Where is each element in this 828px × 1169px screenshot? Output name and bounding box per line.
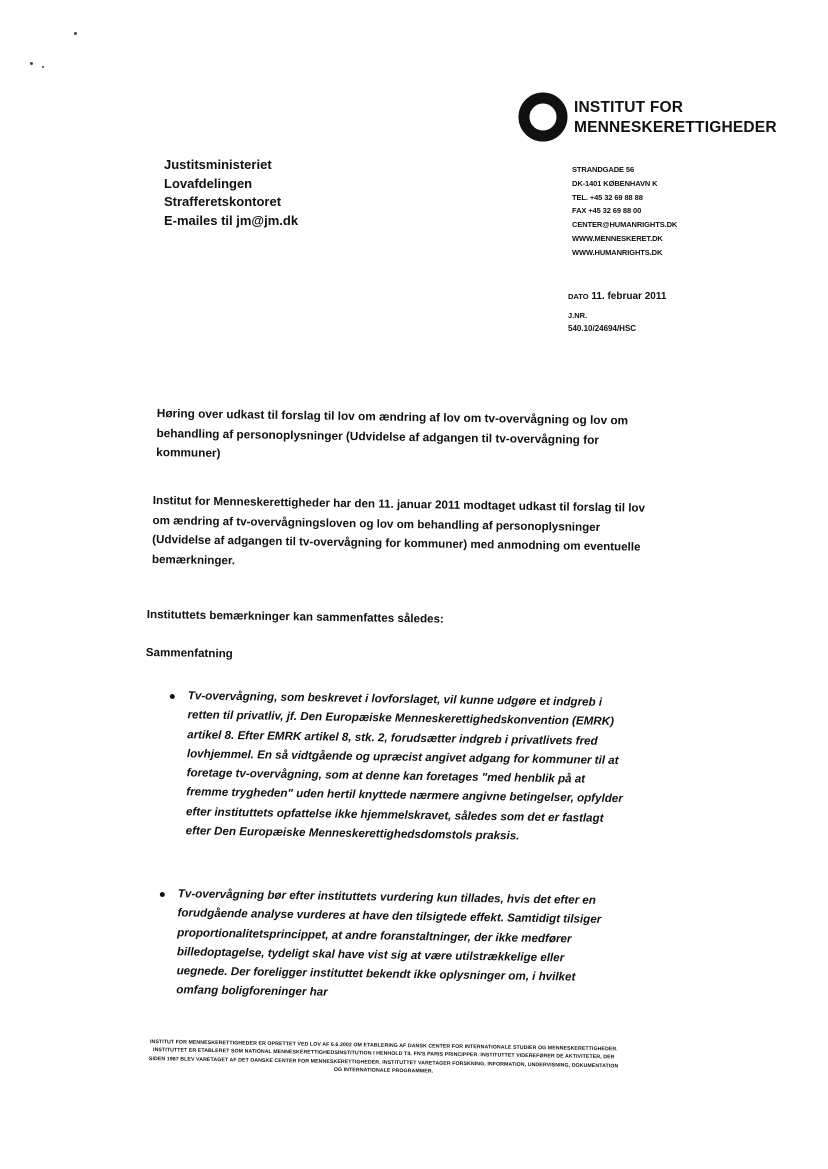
sender-line: DK-1401 KØBENHAVN K xyxy=(572,178,658,188)
jnr-label: J.NR. xyxy=(568,311,588,320)
sender-line: CENTER@HUMANRIGHTS.DK xyxy=(572,220,678,230)
recipient-line: Lovafdelingen xyxy=(164,175,253,191)
section-heading: Sammenfatning xyxy=(145,645,233,661)
date-value: 11. februar 2011 xyxy=(591,291,667,302)
date-label: DATO xyxy=(568,292,589,301)
sender-line: WWW.HUMANRIGHTS.DK xyxy=(572,247,663,257)
sender-line: FAX +45 32 69 88 00 xyxy=(572,206,642,216)
ring-logo-icon xyxy=(518,92,568,142)
sender-line: TEL. +45 32 69 88 88 xyxy=(572,192,643,202)
bullet-text: Tv-overvågning, som beskrevet i lovforslaget, vil kunne udgøre et indgreb i retten til privatliv, jf. Den Europæiske Menneskerettighedskonvention (EMRK) artikel 8. Efter EMRK artikel 8, stk. 2, forudsætter indgreb i privatlivets fred lovhjemmel. En så vidtgående og upræcist angivet adgang for kommuner til at foretage tv-overvågning, som at denne kan foretages "med henblik på at fremme trygheden" uden hertil knyttede nærmere angivne betingelser, opfylder efter instituttets opfattelse ikke hjemmelskravet, således som det er fastlagt efter Den Europæiske Menneskerettighedsdomstols praksis. xyxy=(185,689,623,843)
sender-line: WWW.MENNESKERET.DK xyxy=(572,233,663,243)
logo-line-1: INSTITUT FOR xyxy=(574,99,684,116)
intro-paragraph: Institut for Menneskerettigheder har den 11. januar 2011 modtaget udkast til forslag til lov om ændring af tv-overvågningsloven og lov om behandling af personoplysninger (Udvidelse af adgangen til tv-overvågning for kommuner) med anmodning om eventuelle bemærkninger. xyxy=(151,493,646,567)
list-item xyxy=(158,884,630,1021)
bullet-text: Tv-overvågning bør efter instituttets vurdering kun tillades, hvis det efter en forudgående analyse vurderes at have den tilsigtede effekt. Samtidigt tilsiger proportionalitetsprincippet, at andre foranstaltninger, der ikke medfører billedoptagelse, tydeligt skal have vist sig at være utilstrækkelige eller uegnede. Der foreligger instituttet bekendt ikke oplysninger om, i hvilket omfang boligforeninger har xyxy=(176,887,602,1000)
recipient-line: Justitsministeriet xyxy=(164,157,272,172)
page-footer: INSTITUT FOR MENNESKERETTIGHEDER ER OPRETTET VED LOV AF 6.6.2002 OM ETABLERING AF DANSK CENTER FOR INTERNATIONALE STUDIER OG MENNESKERETTIGHEDER. INSTITUTTET ER ETABLERET SOM NATIONAL MENNESKERETTIGHEDSINSTITUTION I HENHOLD TIL FN'S PARIS PRINCIPPER. INSTITUTTET VIDEREFØRER DE AKTIVITETER, DER SIDEN 1987 BLEV VARETAGET AF DET DANSKE CENTER FOR MENNESKERETTIGHEDER. INSTITUTTET VARETAGER FORSKNING, INFORMATION, UNDERVISNING, DOKUMENTATION OG INTERNATIONALE PROGRAMMER. xyxy=(148,1039,619,1075)
jnr-value: 540.10/24694/HSC xyxy=(568,324,637,333)
sender-line: STRANDGADE 56 xyxy=(572,165,635,174)
recipient-email: E-mailes til jm@jm.dk xyxy=(164,212,299,228)
logo-line-2: MENNESKERETTIGHEDER xyxy=(574,119,777,136)
recipient-address xyxy=(164,156,298,230)
sender-address xyxy=(572,163,677,260)
scan-speck xyxy=(42,66,44,68)
bullet-icon xyxy=(170,694,175,699)
scan-speck xyxy=(74,32,77,35)
letter-subject: Høring over udkast til forslag til lov om ændring af lov om tv-overvågning og lov om behandling af personoplysninger (Udvidelse af adgangen til tv-overvågning for kommuner) xyxy=(156,405,629,461)
scan-speck xyxy=(30,62,33,65)
institution-logo xyxy=(518,88,777,146)
summary-lead: Instituttets bemærkninger kan sammenfattes således: xyxy=(146,607,444,626)
list-item xyxy=(167,686,640,883)
recipient-line: Strafferetskontoret xyxy=(164,194,282,209)
document-meta xyxy=(568,290,666,335)
bullet-icon xyxy=(160,892,165,897)
logo-wordmark xyxy=(574,98,777,138)
date-row xyxy=(568,290,666,303)
